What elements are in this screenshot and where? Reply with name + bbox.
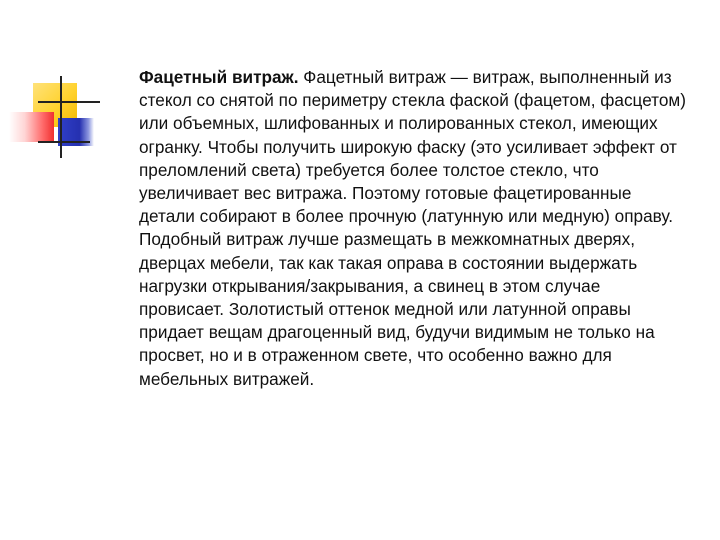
slide-title: Фацетный витраж.: [139, 67, 299, 87]
horizontal-line: [38, 101, 100, 103]
red-square: [9, 112, 54, 142]
vertical-line: [60, 76, 62, 158]
horizontal-line-lower: [38, 141, 90, 143]
decorative-logo: [0, 0, 120, 180]
slide-body: Фацетный витраж — витраж, выполненный из стекол со снятой по периметру стекла фаской (фацетом, фасцетом) или объемных, шлифованных и полированных стекол, имеющих огранку. Чтобы получить широкую фаску (это усиливает эффект от преломлений света) требуется более толстое стекло, что увеличивает вес витража. Поэтому готовые фацетированные детали собирают в более прочную (латунную или медную) оправу. Подобный витраж лучше размещать в межкомнатных дверях, дверцах мебели, так как такая оправа в состоянии выдержать нагрузки открывания/закрывания, а свинец в этом случае провисает. Золотистый оттенок медной или латунной оправы придает вещам драгоценный вид, будучи видимым не только на просвет, но и в отраженном свете, что особенно важно для мебельных витражей.: [139, 67, 686, 389]
slide-text: [139, 66, 687, 391]
